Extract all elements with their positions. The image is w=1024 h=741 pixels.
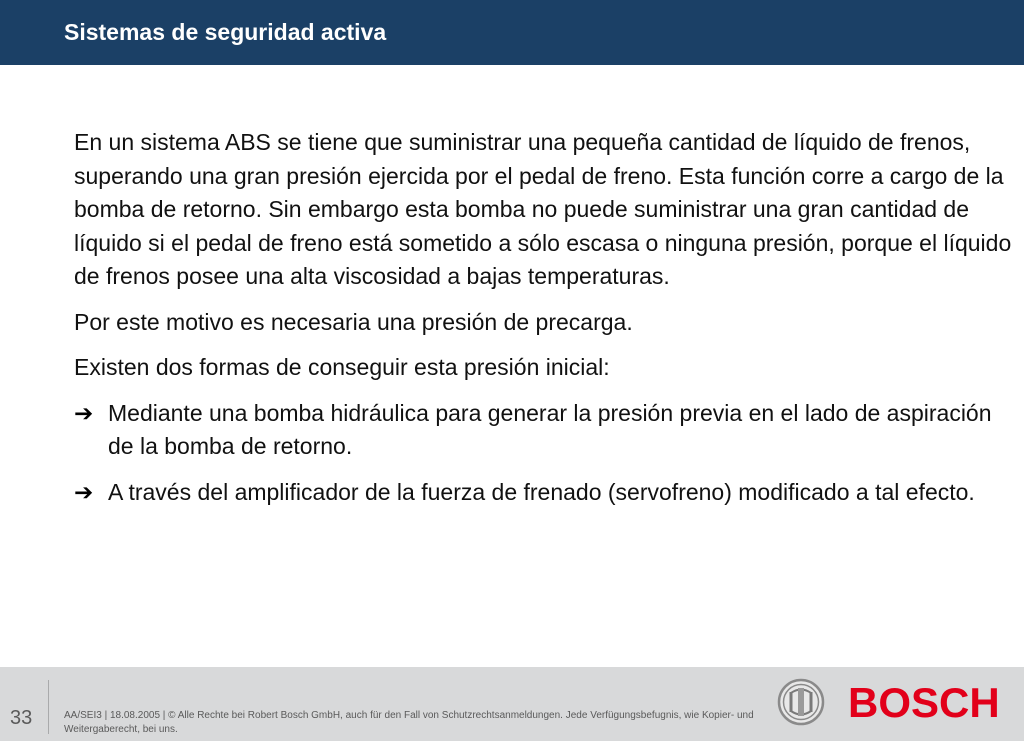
- bullet-text: Mediante una bomba hidráulica para generar la presión previa en el lado de aspiración de la bomba de retorno.: [108, 399, 992, 459]
- bullet-item: [74, 397, 1019, 464]
- right-arrow-icon: ➔: [74, 478, 94, 505]
- header-bar: [0, 0, 1024, 65]
- bullet-text: A través del amplificador de la fuerza de frenado (servofreno) modificado a tal efecto.: [108, 478, 975, 505]
- bullet-item: [74, 476, 1019, 510]
- right-arrow-icon: ➔: [74, 399, 94, 426]
- footer-divider: [48, 680, 49, 734]
- paragraph-precharge: Por este motivo es necesaria una presión de precarga.: [74, 308, 633, 335]
- slide-title: Sistemas de seguridad activa: [64, 19, 387, 45]
- page-number: 33: [10, 707, 33, 729]
- footer-legal-text: AA/SEI3 | 18.08.2005 | © Alle Rechte bei Robert Bosch GmbH, auch für den Fall von Schutzrechtsanmeldungen. Jede Verfügungsbefugnis, wie Kopier- und Weitergaberecht, bei uns.: [64, 710, 754, 735]
- paragraph-abs-explanation: En un sistema ABS se tiene que suministrar una pequeña cantidad de líquido de frenos, superando una gran presión ejercida por el pedal de freno. Esta función corre a cargo de la bomba de retorno. Sin embargo esta bomba no puede suministrar una gran cantidad de líquido si el pedal de freno está sometido a sólo escasa o ninguna presión, porque el líquido de frenos posee una alta viscosidad a bajas temperaturas.: [74, 129, 1012, 289]
- paragraph-two-methods: Existen dos formas de conseguir esta presión inicial:: [74, 354, 610, 380]
- bosch-armature-logo-icon: [777, 678, 825, 726]
- bosch-wordmark: BOSCH: [848, 679, 1000, 726]
- slide-content: [74, 126, 1019, 521]
